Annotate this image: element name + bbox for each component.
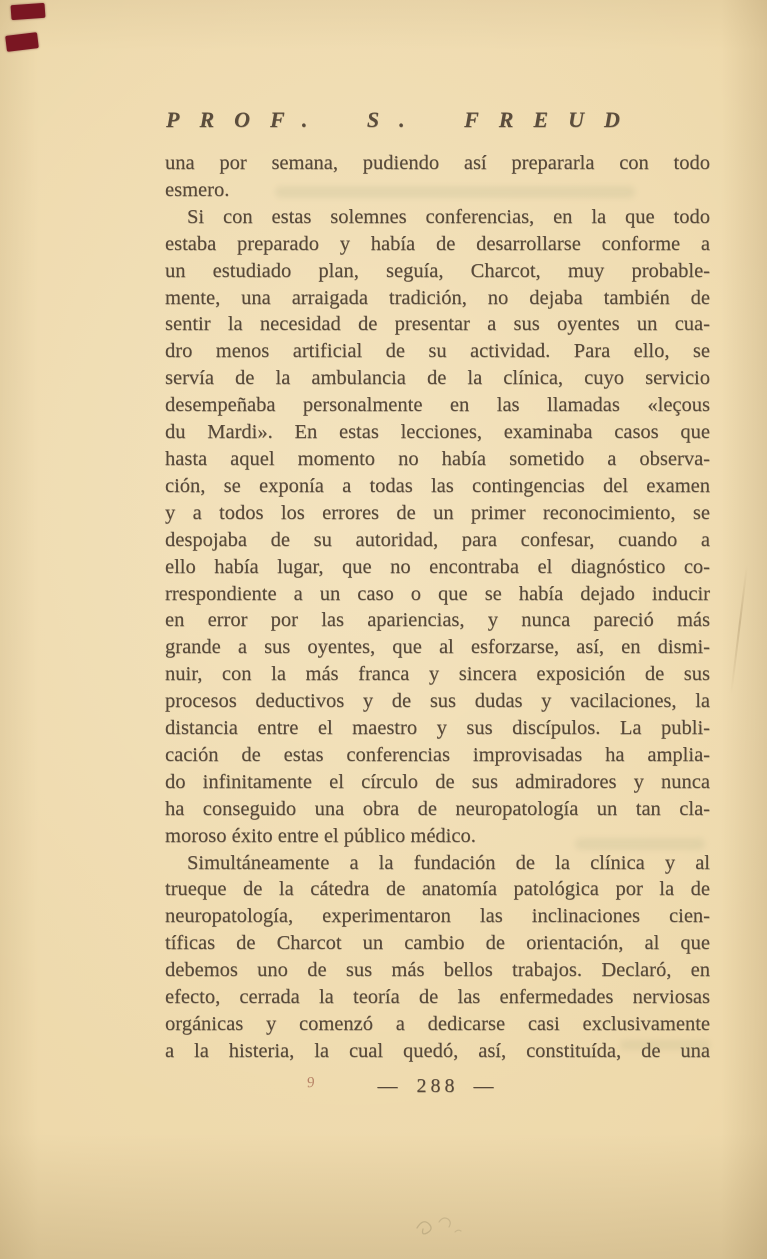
text-line: cación de estas conferencias improvisadas ha amplia-: [165, 743, 710, 766]
paragraph: [165, 204, 710, 850]
running-header: PROF. S. FREUD: [166, 107, 640, 132]
text-line: nuir, con la más franca y sincera exposición de sus: [165, 663, 710, 686]
text-line: tíficas de Charcot un cambio de orientación, al que: [165, 932, 710, 955]
text-line: trueque de la cátedra de anatomía patológica por la de: [165, 878, 710, 901]
red-ink-mark-2: [5, 32, 39, 52]
text-line: orgánicas y comenzó a dedicarse casi exclusivamente: [165, 1013, 710, 1035]
show-through-ghost: [620, 1040, 710, 1050]
text-line: en error por las apariencias, y nunca pareció más: [165, 609, 710, 632]
text-line: procesos deductivos y de sus dudas y vacilaciones, la: [165, 690, 710, 713]
text-line: neuropatología, experimentaron las inclinaciones cien-: [165, 905, 710, 928]
text-line: despojaba de su autoridad, para confesar, cuando a: [165, 528, 710, 551]
text-line: desempeñaba personalmente en las llamadas «leçous: [165, 394, 710, 417]
text-line: du Mardi». En estas lecciones, examinaba casos que: [165, 421, 710, 444]
text-line: moroso éxito entre el público médico.: [165, 824, 476, 847]
text-line: do infinitamente el círculo de sus admiradores y nunca: [165, 770, 710, 793]
show-through-ghost: [275, 186, 635, 198]
text-line: estaba preparado y había de desarrollarse conforme a: [165, 232, 710, 255]
text-line: ha conseguido una obra de neuropatología un tan cla-: [165, 797, 710, 820]
text-line: ello había lugar, que no encontraba el diagnóstico co-: [165, 555, 710, 578]
text-line: esmero.: [165, 178, 230, 201]
text-line: Si con estas solemnes conferencias, en la que todo: [187, 205, 710, 228]
text-line: rrespondiente a un caso o que se había dejado inducir: [165, 582, 710, 605]
text-line: servía de la ambulancia de la clínica, cuyo servicio: [165, 367, 710, 390]
text-line: hasta aquel momento no había sometido a observa-: [165, 447, 710, 470]
red-ink-mark-1: [11, 3, 46, 20]
pencil-scribble-icon: [405, 1198, 475, 1243]
text-line: distancia entre el maestro y sus discípulos. La publi-: [165, 717, 710, 740]
text-line: efecto, cerrada la teoría de las enfermedades nerviosas: [165, 986, 710, 1009]
text-line: Simultáneamente a la fundación de la clínica y al: [187, 851, 710, 874]
text-line: grande a sus oyentes, que al esforzarse, así, en dismi-: [165, 636, 710, 659]
paper-crease: [730, 565, 748, 694]
text-line: mente, una arraigada tradición, no dejaba también de: [165, 286, 710, 309]
text-line: ción, se exponía a todas las contingencias del examen: [165, 474, 710, 497]
text-line: dro menos artificial de su actividad. Para ello, se: [165, 340, 710, 363]
text-line: debemos uno de sus más bellos trabajos. Declaró, en: [165, 959, 710, 982]
show-through-ghost: [575, 838, 705, 850]
body-text: [165, 150, 710, 1065]
text-line: a la histeria, la cual quedó, así, constituída, de una: [165, 1039, 710, 1062]
text-line: una por semana, pudiendo así prepararla con todo: [165, 152, 710, 174]
text-line: sentir la necesidad de presentar a sus oyentes un cua-: [165, 313, 710, 336]
text-line: y a todos los errores de un primer reconocimiento, se: [165, 501, 710, 524]
paragraph: [165, 850, 710, 1065]
footer-row: [165, 1072, 710, 1100]
text-line: un estudiado plan, seguía, Charcot, muy probable-: [165, 259, 710, 282]
pencil-mark: 9: [306, 1074, 316, 1092]
page-number: — 288 —: [377, 1075, 498, 1097]
